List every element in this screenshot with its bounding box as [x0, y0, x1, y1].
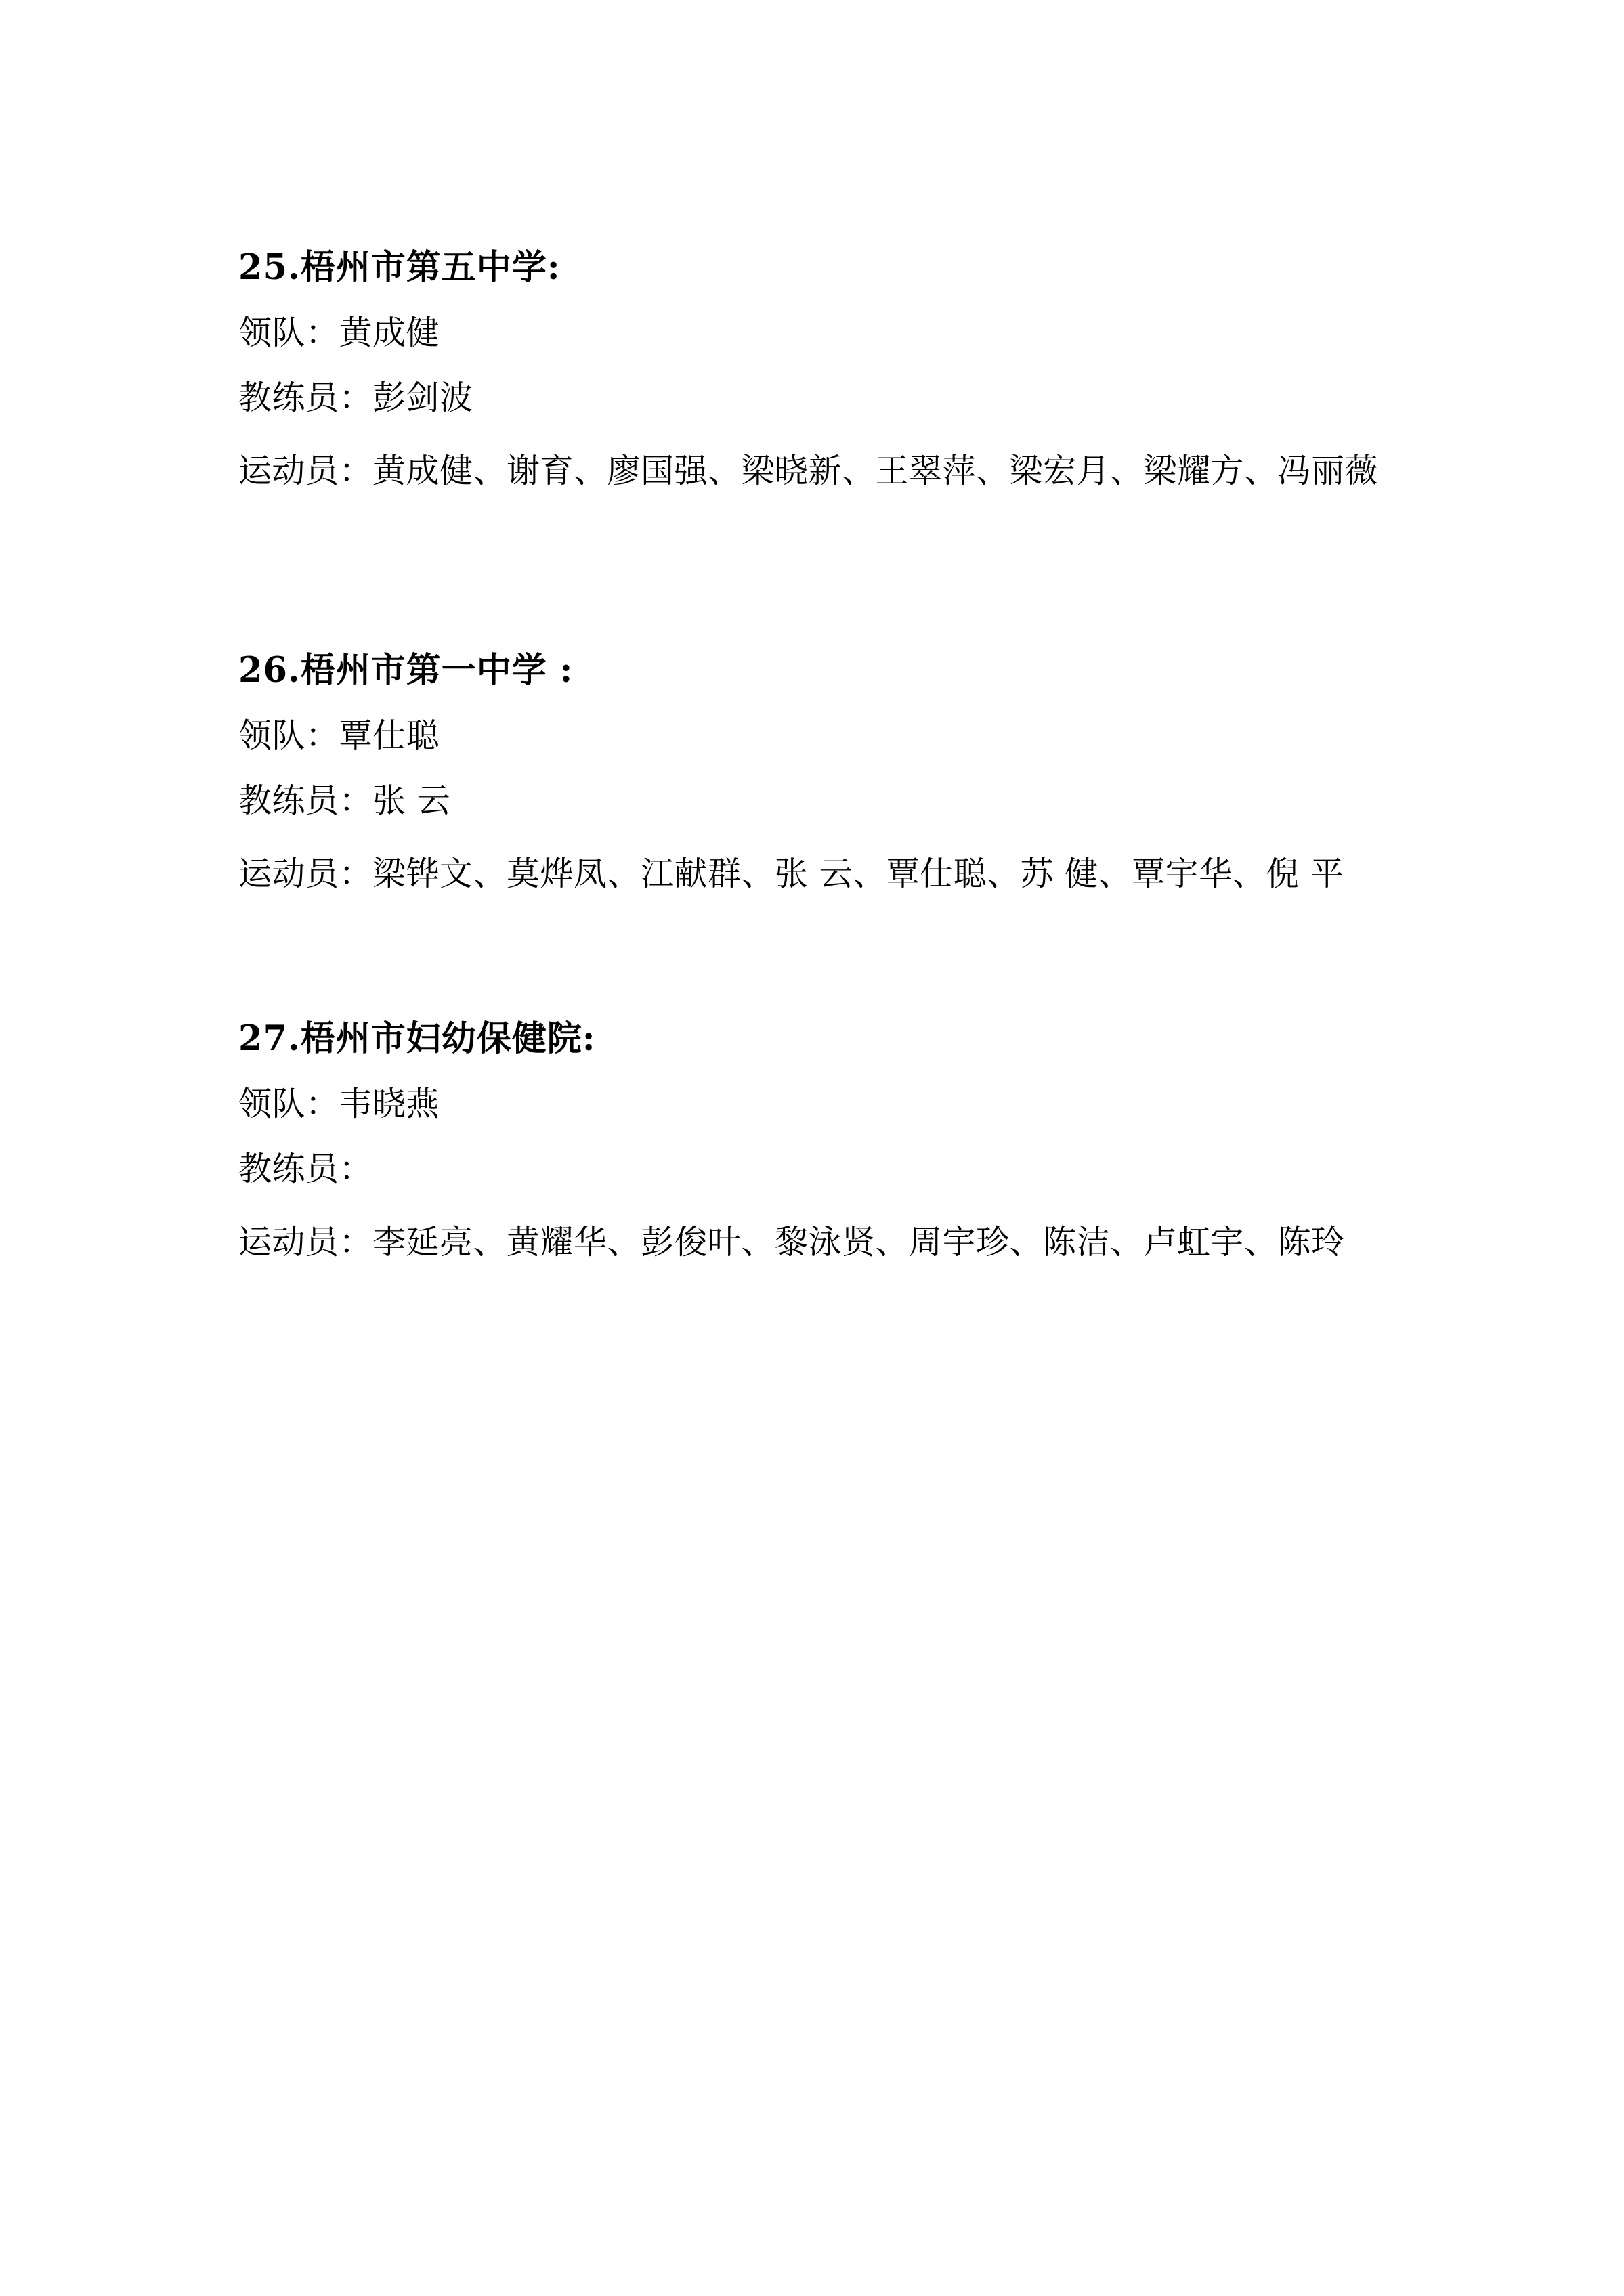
team-coach-line: 教练员：张 云	[238, 781, 451, 821]
team-athletes-line: 运动员：李延亮、黄耀华、彭俊叶、黎泳贤、周宇珍、陈洁、卢虹宇、陈玲	[238, 1222, 1345, 1261]
team-title: 26.梧州市第一中学 :	[238, 650, 574, 691]
team-entry-26	[238, 650, 1401, 899]
team-title: 25.梧州市第五中学:	[238, 247, 561, 288]
team-coach-line: 教练员：彭剑波	[238, 378, 473, 417]
team-entry-27	[238, 1018, 1401, 1268]
team-leader-line: 领队：黄成健	[238, 313, 440, 352]
team-athletes-line: 运动员：黄成健、谢育、廖国强、梁晓新、王翠萍、梁宏月、梁耀方、冯丽薇	[238, 452, 1379, 490]
team-athletes-line: 运动员：梁铧文、莫烨凤、江献群、张 云、覃仕聪、苏 健、覃宇华、倪 平	[238, 854, 1344, 894]
team-leader-line: 领队：覃仕聪	[238, 716, 440, 756]
team-leader-line: 领队：韦晓燕	[238, 1084, 440, 1123]
section-spacer	[238, 496, 1401, 653]
team-title: 27.梧州市妇幼保健院:	[238, 1018, 596, 1059]
team-entry-25	[238, 247, 1401, 496]
team-coach-line: 教练员：	[238, 1149, 373, 1188]
section-spacer	[238, 900, 1401, 1022]
